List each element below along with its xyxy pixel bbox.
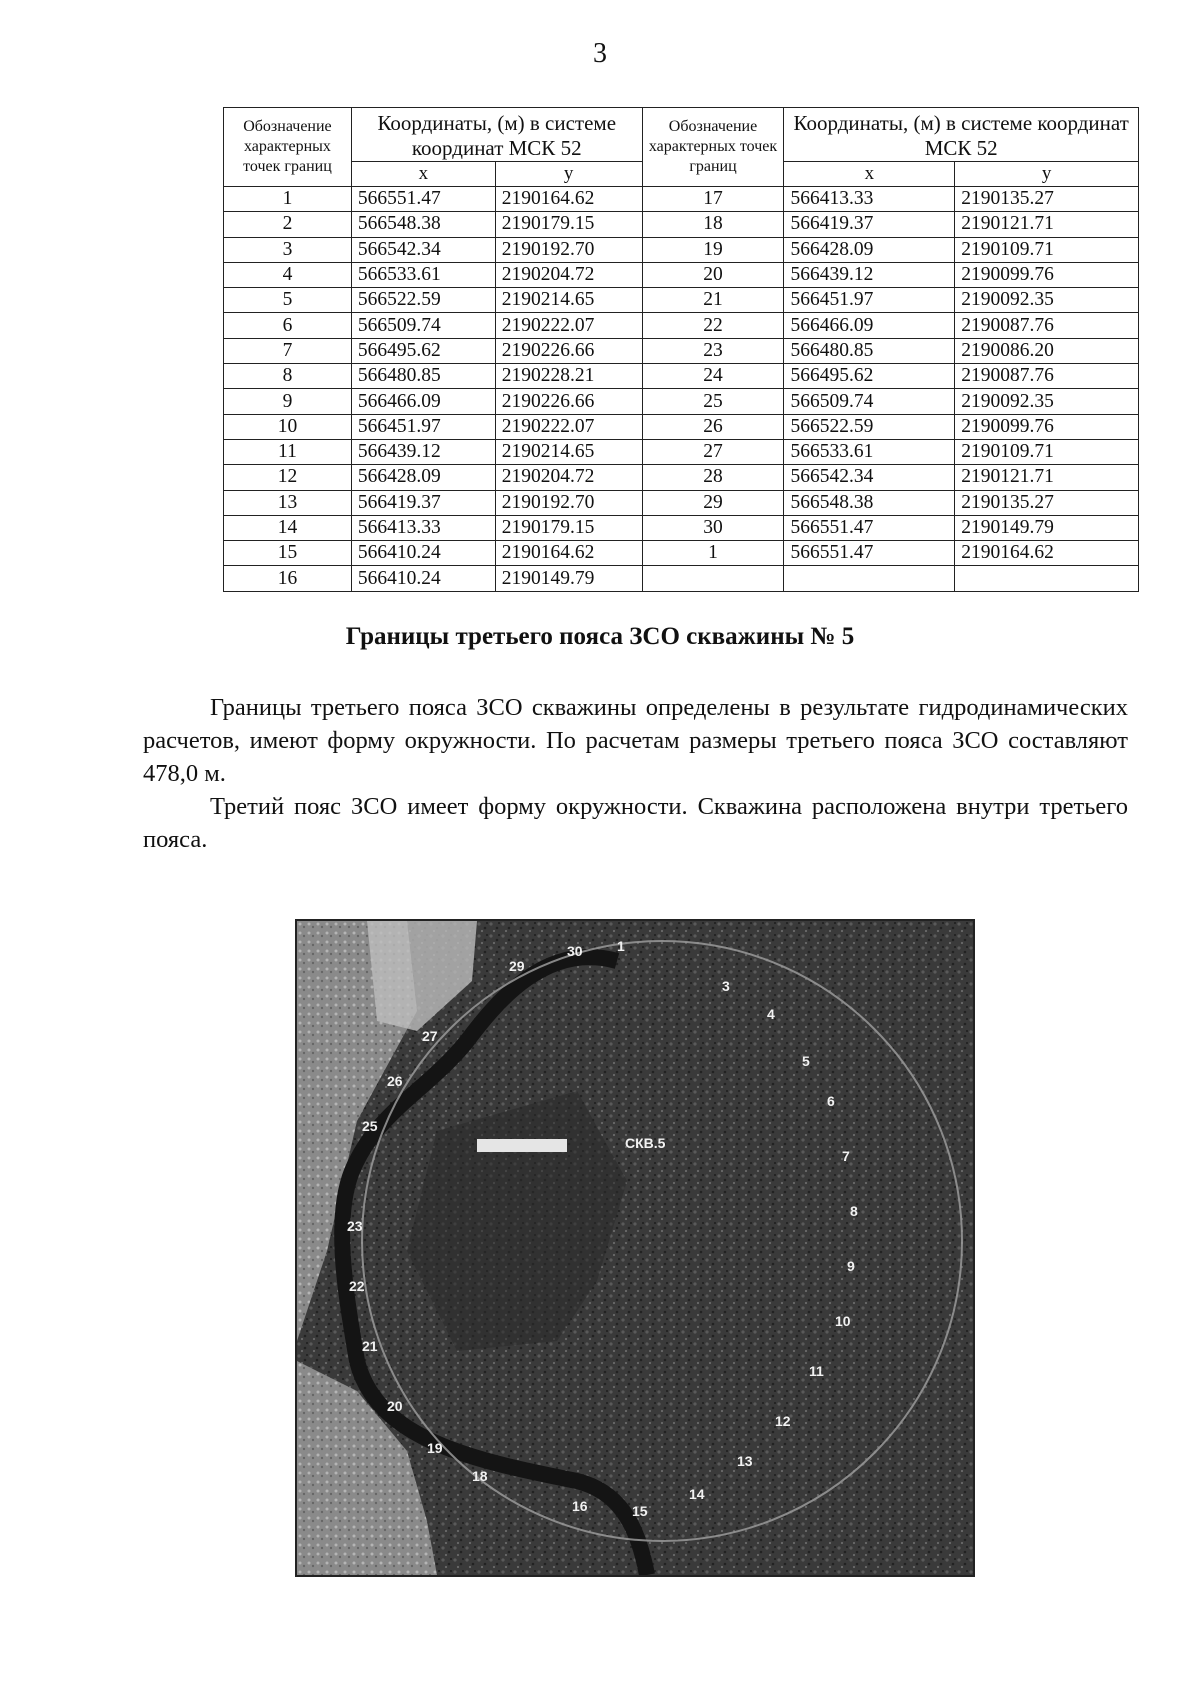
table-cell-y2 (955, 566, 1139, 591)
table-cell-y2: 2190135.27 (955, 490, 1139, 515)
table-cell-y1: 2190179.15 (495, 212, 642, 237)
map-point-label: 23 (347, 1218, 363, 1234)
map-point-label: 15 (632, 1503, 648, 1519)
table-cell-y1: 2190164.62 (495, 541, 642, 566)
header-point-left: Обозначение характерных точек границ (224, 108, 352, 187)
map-svg (297, 921, 973, 1575)
table-cell-x2: 566413.33 (784, 187, 955, 212)
table-cell-n2: 1 (642, 541, 784, 566)
header-y-right: у (955, 162, 1139, 187)
table-cell-x2: 566548.38 (784, 490, 955, 515)
table-cell-y2: 2190135.27 (955, 187, 1139, 212)
coordinates-table (223, 107, 1139, 592)
table-cell-x2: 566428.09 (784, 237, 955, 262)
table-cell-y1: 2190179.15 (495, 515, 642, 540)
table-cell-n2: 22 (642, 313, 784, 338)
table-cell-n1: 2 (224, 212, 352, 237)
header-x-right: х (784, 162, 955, 187)
table-cell-n2: 30 (642, 515, 784, 540)
table-cell-x2: 566419.37 (784, 212, 955, 237)
table-cell-x1: 566533.61 (351, 262, 495, 287)
table-cell-x1: 566548.38 (351, 212, 495, 237)
table-cell-n1: 14 (224, 515, 352, 540)
table-cell-y2: 2190092.35 (955, 288, 1139, 313)
table-cell-x1: 566451.97 (351, 414, 495, 439)
table-cell-x1: 566466.09 (351, 389, 495, 414)
map-point-label: 5 (802, 1053, 810, 1069)
table-cell-x1: 566509.74 (351, 313, 495, 338)
table-cell-y1: 2190228.21 (495, 364, 642, 389)
table-cell-x1: 566410.24 (351, 566, 495, 591)
table-cell-y2: 2190121.71 (955, 465, 1139, 490)
map-point-label: 30 (567, 943, 583, 959)
table-cell-x2: 566451.97 (784, 288, 955, 313)
map-point-label: 26 (387, 1073, 403, 1089)
table-cell-y2: 2190109.71 (955, 439, 1139, 464)
table-cell-x2: 566509.74 (784, 389, 955, 414)
table-cell-y2: 2190099.76 (955, 414, 1139, 439)
header-point-right: Обозначение характерных точек границ (642, 108, 784, 187)
table-cell-n1: 4 (224, 262, 352, 287)
map-point-label: 19 (427, 1440, 443, 1456)
table-cell-n2 (642, 566, 784, 591)
table-cell-y2: 2190164.62 (955, 541, 1139, 566)
table-cell-y2: 2190099.76 (955, 262, 1139, 287)
table-row (224, 566, 1139, 591)
table-cell-n1: 7 (224, 338, 352, 363)
header-coords-left: Координаты, (м) в системе координат МСК 52 (351, 108, 642, 162)
table-cell-x1: 566480.85 (351, 364, 495, 389)
table-cell-x1: 566419.37 (351, 490, 495, 515)
table-cell-n2: 26 (642, 414, 784, 439)
table-row (224, 465, 1139, 490)
well-label: СКВ.5 (625, 1135, 666, 1151)
table-cell-y2: 2190121.71 (955, 212, 1139, 237)
table-cell-y1: 2190204.72 (495, 262, 642, 287)
table-cell-y1: 2190192.70 (495, 237, 642, 262)
table-row (224, 338, 1139, 363)
well-label-box (477, 1139, 567, 1152)
map-point-label: 4 (767, 1006, 775, 1022)
table-cell-y1: 2190192.70 (495, 490, 642, 515)
table-row (224, 541, 1139, 566)
table-cell-x2: 566480.85 (784, 338, 955, 363)
map-point-label: 1 (617, 938, 625, 954)
table-row (224, 439, 1139, 464)
map-point-label: 13 (737, 1453, 753, 1469)
table-cell-x2: 566551.47 (784, 541, 955, 566)
page-number: 3 (593, 38, 607, 69)
map-point-label: 7 (842, 1148, 850, 1164)
table-row (224, 313, 1139, 338)
header-coords-right: Координаты, (м) в системе координат МСК 52 (784, 108, 1139, 162)
table-cell-y1: 2190226.66 (495, 389, 642, 414)
table-row (224, 364, 1139, 389)
table-cell-n2: 18 (642, 212, 784, 237)
map-point-label: 12 (775, 1413, 791, 1429)
table-row (224, 490, 1139, 515)
table-cell-x2: 566495.62 (784, 364, 955, 389)
map-point-label: 8 (850, 1203, 858, 1219)
table-cell-y2: 2190109.71 (955, 237, 1139, 262)
table-row (224, 288, 1139, 313)
table-cell-y1: 2190204.72 (495, 465, 642, 490)
table-cell-y2: 2190092.35 (955, 389, 1139, 414)
map-point-label: 14 (689, 1486, 705, 1502)
map-point-label: 10 (835, 1313, 851, 1329)
table-cell-x2: 566522.59 (784, 414, 955, 439)
table-cell-y1: 2190222.07 (495, 414, 642, 439)
table-cell-n1: 12 (224, 465, 352, 490)
table-cell-n2: 23 (642, 338, 784, 363)
table-row (224, 262, 1139, 287)
table-cell-n1: 8 (224, 364, 352, 389)
map-point-label: 6 (827, 1093, 835, 1109)
table-cell-n1: 16 (224, 566, 352, 591)
table-cell-x2: 566533.61 (784, 439, 955, 464)
table-cell-x2: 566551.47 (784, 515, 955, 540)
table-cell-x1: 566428.09 (351, 465, 495, 490)
table-cell-n2: 20 (642, 262, 784, 287)
table-cell-y1: 2190149.79 (495, 566, 642, 591)
map-point-label: 22 (349, 1278, 365, 1294)
map-point-label: 3 (722, 978, 730, 994)
header-y-left: у (495, 162, 642, 187)
table-cell-n2: 27 (642, 439, 784, 464)
table-cell-n2: 29 (642, 490, 784, 515)
table-cell-y1: 2190226.66 (495, 338, 642, 363)
map-point-label: 27 (422, 1028, 438, 1044)
table-cell-n1: 10 (224, 414, 352, 439)
table-cell-n1: 5 (224, 288, 352, 313)
table-cell-n1: 11 (224, 439, 352, 464)
section-title: Границы третьего пояса ЗСО скважины № 5 (345, 623, 855, 650)
table-cell-n1: 3 (224, 237, 352, 262)
table-row (224, 187, 1139, 212)
table-cell-n2: 21 (642, 288, 784, 313)
table-cell-y2: 2190149.79 (955, 515, 1139, 540)
table-cell-x2: 566466.09 (784, 313, 955, 338)
paragraph-2: Третий пояс ЗСО имеет форму окружности. Скважина расположена внутри третьего пояса. (143, 793, 1128, 853)
map-point-label: 29 (509, 958, 525, 974)
map-point-label: 11 (809, 1363, 824, 1379)
map-point-label: 18 (472, 1468, 488, 1484)
table-row (224, 237, 1139, 262)
table-body (224, 187, 1139, 592)
table-cell-y1: 2190214.65 (495, 439, 642, 464)
table-cell-n1: 15 (224, 541, 352, 566)
table-cell-y2: 2190086.20 (955, 338, 1139, 363)
header-x-left: х (351, 162, 495, 187)
table-cell-x1: 566410.24 (351, 541, 495, 566)
table-cell-n2: 28 (642, 465, 784, 490)
table-cell-x1: 566413.33 (351, 515, 495, 540)
map-point-label: 25 (362, 1118, 378, 1134)
table-cell-n2: 24 (642, 364, 784, 389)
satellite-map-image (295, 919, 975, 1577)
table-cell-y1: 2190222.07 (495, 313, 642, 338)
table-cell-x1: 566495.62 (351, 338, 495, 363)
table-row (224, 515, 1139, 540)
map-point-label: 9 (847, 1258, 855, 1274)
table-cell-y1: 2190164.62 (495, 187, 642, 212)
map-point-label: 20 (387, 1398, 403, 1414)
table-cell-n2: 19 (642, 237, 784, 262)
table-cell-x2 (784, 566, 955, 591)
table-cell-n2: 25 (642, 389, 784, 414)
table-row (224, 212, 1139, 237)
table-cell-x1: 566522.59 (351, 288, 495, 313)
table-row (224, 414, 1139, 439)
table-cell-x2: 566542.34 (784, 465, 955, 490)
table-cell-n1: 9 (224, 389, 352, 414)
table-cell-n1: 13 (224, 490, 352, 515)
table-row (224, 389, 1139, 414)
map-point-label: 21 (362, 1338, 378, 1354)
table-cell-x1: 566551.47 (351, 187, 495, 212)
table-cell-x1: 566542.34 (351, 237, 495, 262)
table-cell-n1: 1 (224, 187, 352, 212)
paragraph-1: Границы третьего пояса ЗСО скважины определены в результате гидродинамических расчетов, имеют форму окружности. По расчетам размеры третьего пояса ЗСО составляют 478,0 м. (143, 694, 1128, 787)
table-cell-n2: 17 (642, 187, 784, 212)
table-cell-n1: 6 (224, 313, 352, 338)
table-cell-y2: 2190087.76 (955, 364, 1139, 389)
map-point-label: 16 (572, 1498, 588, 1514)
table-cell-y2: 2190087.76 (955, 313, 1139, 338)
table-cell-y1: 2190214.65 (495, 288, 642, 313)
table-cell-x2: 566439.12 (784, 262, 955, 287)
table-cell-x1: 566439.12 (351, 439, 495, 464)
